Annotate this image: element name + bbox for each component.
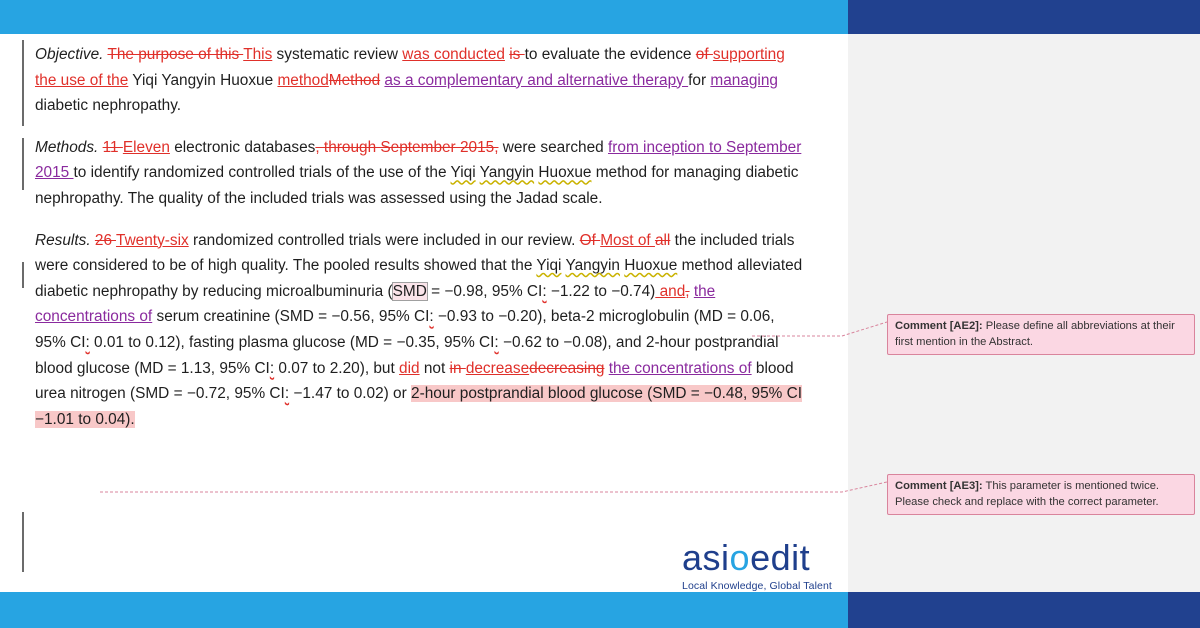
body-text: Yiqi Yangyin Huoxue xyxy=(128,71,278,89)
comment-ae2[interactable] xyxy=(887,314,1195,355)
flagged-word: Yangyin xyxy=(479,164,535,182)
results-paragraph xyxy=(35,228,805,433)
deleted-text: all xyxy=(654,231,671,249)
body-text: = −0.98, 95% CI xyxy=(426,282,543,300)
inserted-text: supporting the use of the xyxy=(35,46,785,89)
body-text: not xyxy=(419,359,450,377)
flagged-word: Huoxue xyxy=(624,257,678,275)
change-bar-objective xyxy=(22,40,24,126)
change-bar-results xyxy=(22,262,24,288)
inserted-text-purple: managing xyxy=(710,71,778,89)
flagged-punctuation: : xyxy=(85,333,90,351)
inserted-text: Most of xyxy=(600,231,655,249)
flagged-word: Yiqi xyxy=(450,164,476,182)
change-bar-methods xyxy=(22,138,24,190)
inserted-text-purple: as a complementary and alternative therapy xyxy=(384,71,689,89)
inserted-text: Twenty-six xyxy=(116,231,189,249)
logo-part: asi xyxy=(682,537,730,578)
flagged-word: Yiqi xyxy=(536,257,562,275)
body-text: systematic review xyxy=(272,46,403,63)
flagged-word: Yangyin xyxy=(565,257,620,275)
section-heading: Objective. xyxy=(35,46,104,63)
deleted-text: 11 xyxy=(102,138,123,156)
body-text: 0.01 to 0.12), fasting plasma glucose (MD = −0.35, 95% CI xyxy=(89,333,495,351)
manuscript-text[interactable] xyxy=(35,42,805,448)
asiaedit-logo xyxy=(682,537,842,592)
inserted-text: was conducted xyxy=(402,46,505,63)
deleted-text: is xyxy=(509,46,525,63)
deleted-text: The purpose of this xyxy=(107,46,244,63)
deleted-text: in xyxy=(449,359,466,377)
body-text: 0.07 to 2.20), but xyxy=(274,359,400,377)
body-text: diabetic nephropathy. xyxy=(35,97,182,115)
body-text: method alleviated diabetic nephropathy by reducing microalbuminuria ( xyxy=(35,257,803,300)
deleted-text: decreasing xyxy=(529,359,605,377)
top-band xyxy=(0,0,848,34)
flagged-punctuation: : xyxy=(284,385,290,403)
methods-paragraph xyxy=(35,135,805,212)
inserted-text: This xyxy=(243,46,273,63)
body-text: the included trials were considered to be of high quality. The pooled results showed that the xyxy=(35,231,795,275)
deleted-text: 26 xyxy=(94,231,117,249)
body-text: to identify randomized controlled trials of the use of the xyxy=(73,164,451,182)
comment-text: This parameter is mentioned twice. Please check and replace with the correct parameter. xyxy=(895,480,1160,508)
body-text: method for managing diabetic nephropathy. The quality of the included trials was assessed using the Jadad scale. xyxy=(35,164,799,207)
inserted-text: method xyxy=(277,71,329,89)
commented-abbreviation[interactable]: SMD xyxy=(392,282,427,300)
inserted-text-purple: the concentrations of xyxy=(608,359,752,377)
inserted-text: decrease xyxy=(465,359,530,377)
inserted-text: did xyxy=(399,359,420,377)
section-heading: Methods. xyxy=(35,138,99,156)
logo-part: edit xyxy=(750,537,811,578)
comment-text: Please define all abbreviations at their first mention in the Abstract. xyxy=(895,320,1175,348)
body-text: for xyxy=(688,71,711,89)
flagged-punctuation: : xyxy=(269,359,275,377)
deleted-text: Of xyxy=(579,231,601,249)
logo-wordmark xyxy=(682,537,842,578)
body-text: randomized controlled trials were included in our review. xyxy=(188,231,580,249)
flagged-punctuation: : xyxy=(494,333,499,351)
body-text: −0.62 to −0.08), and 2-hour postprandial blood glucose (MD = 1.13, 95% CI xyxy=(35,333,779,377)
body-text: to evaluate the evidence xyxy=(524,46,696,63)
highlighted-text: 2-hour postprandial blood glucose (SMD = −0.48, 95% CI −1.01 to 0.04). xyxy=(35,385,803,428)
comment-ae3[interactable] xyxy=(887,474,1195,515)
body-text: −0.93 to −0.20), beta-2 microglobulin (MD = 0.06, 95% CI xyxy=(35,308,775,351)
inserted-text: Eleven xyxy=(122,138,170,156)
deleted-text: Method xyxy=(328,71,381,89)
objective-paragraph xyxy=(35,42,805,119)
top-band-dark xyxy=(848,0,1200,34)
change-bar-end xyxy=(22,512,24,572)
inserted-text: and xyxy=(655,282,686,300)
inserted-text-purple: from inception to September 2015 xyxy=(35,138,802,182)
body-text: blood urea nitrogen (SMD = −0.72, 95% CI xyxy=(35,359,794,403)
logo-tagline: Local Knowledge, Global Talent xyxy=(682,580,832,592)
comment-label: Comment [AE2]: xyxy=(895,320,983,332)
deleted-text: , through September 2015, xyxy=(315,138,499,156)
body-text: were searched xyxy=(498,138,608,156)
section-heading: Results. xyxy=(35,231,91,249)
bottom-band xyxy=(0,592,848,628)
logo-part-accent: o xyxy=(729,537,751,578)
inserted-text-purple: the concentrations of xyxy=(35,282,716,326)
deleted-text: of xyxy=(695,46,713,63)
body-text: electronic databases xyxy=(169,138,316,156)
flagged-word: Huoxue xyxy=(538,164,592,182)
body-text: −1.22 to −0.74) xyxy=(546,282,656,300)
bottom-band-dark xyxy=(848,592,1200,628)
deleted-text: , xyxy=(685,282,690,300)
flagged-punctuation: : xyxy=(542,282,547,300)
flagged-punctuation: : xyxy=(429,308,434,326)
body-text: serum creatinine (SMD = −0.56, 95% CI xyxy=(152,308,430,326)
comment-label: Comment [AE3]: xyxy=(895,480,983,492)
body-text: −1.47 to 0.02) or xyxy=(289,385,412,403)
